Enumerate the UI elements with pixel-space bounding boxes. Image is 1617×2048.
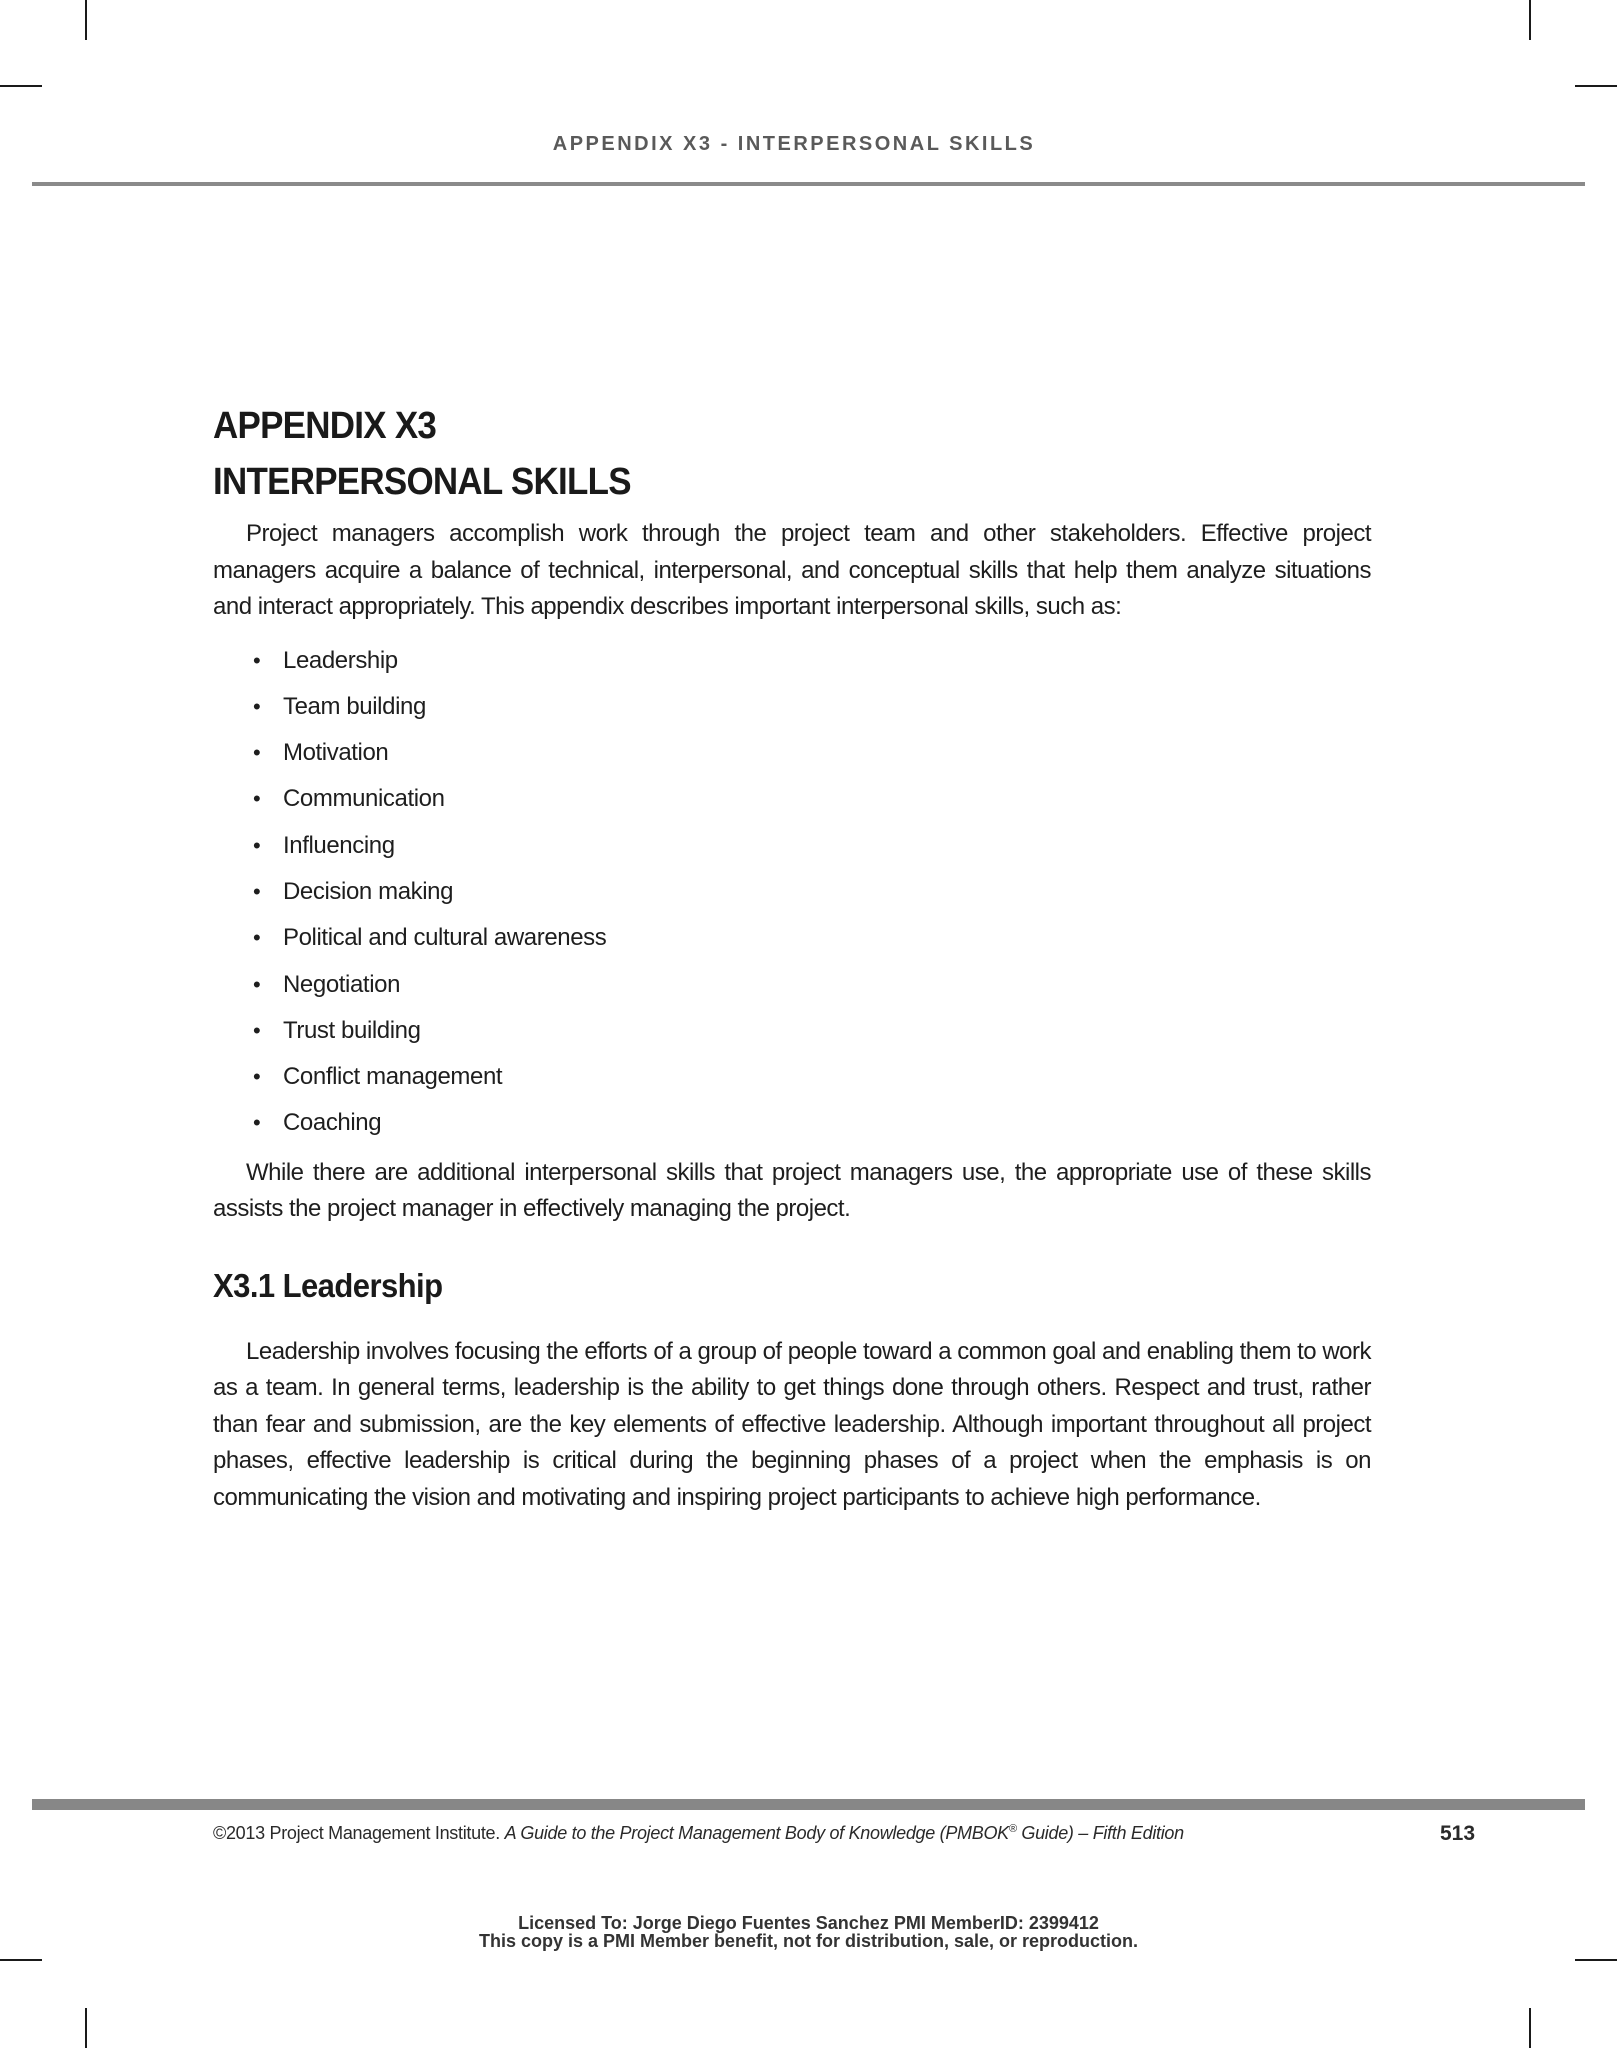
footer-guide-title (505, 1823, 1184, 1843)
license-line-1: Licensed To: Jorge Diego Fuentes Sanchez PMI MemberID: 2399412 (518, 1913, 1099, 1933)
title-line-1: APPENDIX X3 (213, 405, 437, 447)
skills-list (213, 638, 1371, 1147)
bullet-icon: • (253, 1064, 261, 1090)
list-item (253, 776, 1371, 822)
bullet-icon: • (253, 786, 261, 812)
crop-mark (1529, 0, 1531, 40)
footer-rule (32, 1799, 1585, 1810)
list-item (253, 638, 1371, 684)
footer-copyright: ©2013 Project Management Institute. (213, 1823, 500, 1843)
header-rule (32, 182, 1585, 186)
bullet-icon: • (253, 693, 261, 719)
guide-suffix-text: Guide) – Fifth Edition (1016, 1823, 1184, 1843)
list-item (253, 684, 1371, 730)
page-content (213, 398, 1371, 1516)
bullet-icon: • (253, 878, 261, 904)
list-item (253, 1008, 1371, 1054)
skill-label: Trust building (283, 1016, 421, 1044)
bullet-icon: • (253, 740, 261, 766)
list-item (253, 962, 1371, 1008)
crop-mark (1529, 2008, 1531, 2048)
registered-mark: ® (1008, 1823, 1017, 1835)
bullet-icon: • (253, 925, 261, 951)
crop-mark (85, 0, 87, 40)
skill-label: Negotiation (283, 970, 401, 998)
section-heading: X3.1 Leadership (213, 1266, 443, 1304)
list-item (253, 730, 1371, 776)
skill-label: Team building (283, 692, 426, 720)
crop-mark (85, 2008, 87, 2048)
bullet-icon: • (253, 832, 261, 858)
page-number: 513 (1440, 1822, 1476, 1845)
skill-label: Decision making (283, 877, 454, 905)
crop-mark (0, 85, 42, 87)
intro-paragraph: Project managers accomplish work through the project team and other stakeholders. Effective project managers acquire a balance of technical, interpersonal, and conceptual skills that help them analyze situations and interact appropriately. This appendix describes important interpersonal skills, such as: (213, 520, 1371, 620)
section-body: Leadership involves focusing the efforts of a group of people toward a common goal and enabling them to work as a team. In general terms, leadership is the ability to get things done through others. Respect and trust, rather than fear and submission, are the key elements of effective leadership. Although important throughout all project phases, effective leadership is critical during the beginning phases of a project when the emphasis is on communicating the vision and motivating and inspiring project participants to achieve high performance. (213, 1337, 1371, 1511)
bullet-icon: • (253, 1017, 261, 1043)
license-line-2: This copy is a PMI Member benefit, not for distribution, sale, or reproduction. (478, 1931, 1139, 1951)
running-header: APPENDIX X3 - INTERPERSONAL SKILLS (552, 133, 1036, 155)
list-item (253, 915, 1371, 961)
skill-label: Influencing (283, 831, 395, 859)
footer-citation (213, 1823, 1478, 1844)
list-item (253, 1100, 1371, 1146)
skill-label: Leadership (283, 646, 398, 674)
license-notice (0, 1914, 1617, 1950)
crop-mark (0, 1959, 42, 1961)
guide-title-text: A Guide to the Project Management Body of Knowledge (PMBOK (504, 1823, 1009, 1843)
skill-label: Communication (283, 785, 445, 813)
bullet-icon: • (253, 971, 261, 997)
title-line-2: INTERPERSONAL SKILLS (213, 461, 631, 503)
skill-label: Motivation (283, 739, 389, 767)
bullet-icon: • (253, 1110, 261, 1136)
crop-mark (1575, 85, 1617, 87)
crop-mark (1575, 1959, 1617, 1961)
list-item (253, 869, 1371, 915)
list-item (253, 823, 1371, 869)
page-title (213, 398, 1278, 510)
closing-paragraph: While there are additional interpersonal skills that project managers use, the appropriate use of these skills assists the project manager in effectively managing the project. (213, 1158, 1371, 1223)
skill-label: Political and cultural awareness (283, 924, 607, 952)
bullet-icon: • (253, 647, 261, 673)
skill-label: Coaching (283, 1109, 382, 1137)
list-item (253, 1054, 1371, 1100)
skill-label: Conflict management (283, 1063, 503, 1091)
